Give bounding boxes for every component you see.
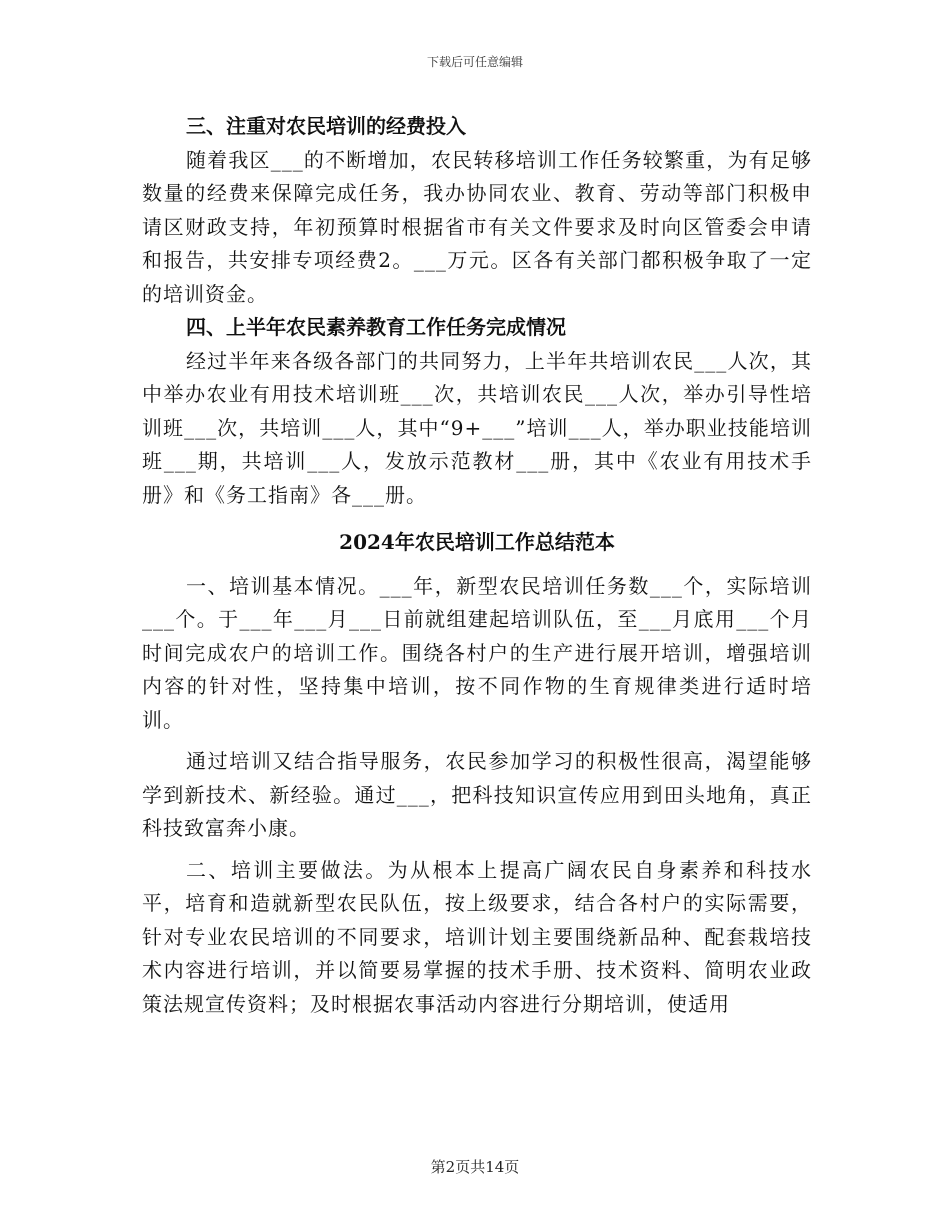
document-body bbox=[142, 110, 812, 1021]
spacer bbox=[142, 512, 812, 520]
page-footer: 第2页共14页 bbox=[430, 1158, 520, 1176]
document-title: 2024年农民培训工作总结范本 bbox=[339, 530, 615, 554]
spacer bbox=[142, 846, 812, 854]
spacer bbox=[142, 737, 812, 745]
body-paragraph: 二、培训主要做法。为从根本上提高广阔农民自身素养和科技水平，培育和造就新型农民队伍，按上级要求，结合各村户的实际需要，针对专业农民培训的不同要求，培训计划主要围绕新品种、配套栽培技术内容进行培训，并以简要易掌握的技术手册、技术资料、简明农业政策法规宣传资料；及时根据农事活动内容进行分期培训，使适用 bbox=[142, 857, 812, 1016]
section-paragraph-4: 经过半年来各级各部门的共同努力，上半年共培训农民___人次，其中举办农业有用技术培训班___次，共培训农民___人次，举办引导性培训班___次，共培训___人，其中“9+___”培训___人，举办职业技能培训班___期，共培训___人，发放示范教材___册，其中《农业有用技术手册》和《务工指南》各___册。 bbox=[142, 348, 812, 507]
section-heading-4: 四、上半年农民素养教育工作任务完成情况 bbox=[186, 315, 566, 339]
body-paragraph: 一、培训基本情况。___年，新型农民培训任务数___个，实际培训___个。于___年___月___日前就组建起培训队伍，至___月底用___个月时间完成农户的培训工作。围绕各村户的生产进行展开培训，增强培训内容的针对性，坚持集中培训，按不同作物的生育规律类进行适时培训。 bbox=[142, 573, 812, 732]
section-heading-3: 三、注重对农民培训的经费投入 bbox=[186, 114, 466, 138]
page-header: 下载后可任意编辑 bbox=[426, 55, 523, 69]
body-paragraph: 通过培训又结合指导服务，农民参加学习的积极性很高，渴望能够学到新技术、新经验。通过___，把科技知识宣传应用到田头地角，真正科技致富奔小康。 bbox=[142, 749, 812, 840]
section-paragraph-3: 随着我区___的不断增加，农民转移培训工作任务较繁重，为有足够数量的经费来保障完成任务，我办协同农业、教育、劳动等部门积极申请区财政支持，年初预算时根据省市有关文件要求及时向区管委会申请和报告，共安排专项经费2。___万元。区各有关部门都积极争取了一定的培训资金。 bbox=[142, 147, 812, 306]
